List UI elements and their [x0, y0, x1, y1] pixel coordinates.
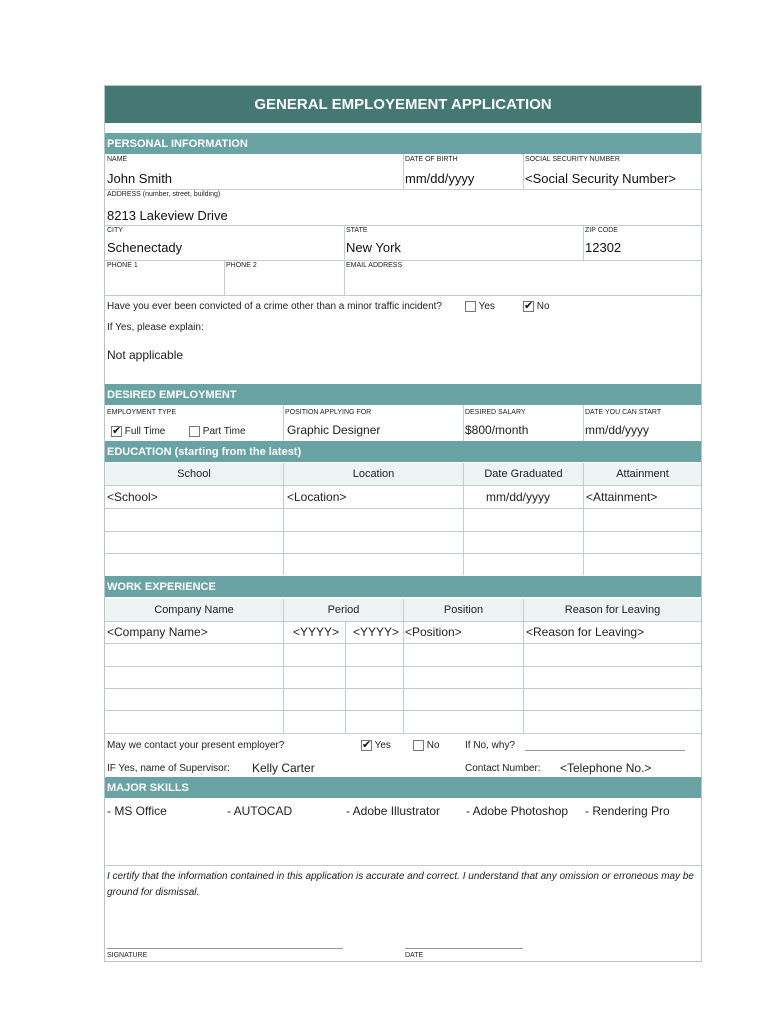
if-no-label: If No, why?: [465, 740, 516, 751]
contact-yes-checkbox[interactable]: [361, 740, 372, 751]
address-field[interactable]: 8213 Lakeview Drive: [107, 208, 228, 223]
work-period-to-cell[interactable]: <YYYY>: [353, 625, 400, 639]
edu-school-cell[interactable]: <School>: [107, 490, 158, 504]
crime-no-option[interactable]: [523, 301, 550, 312]
edu-header-date: Date Graduated: [464, 463, 583, 485]
certify-statement: I certify that the information contained in this application is accurate and correct. I understand that any omission or erroneous may be ground for dismissal.: [107, 871, 694, 898]
state-field[interactable]: New York: [346, 240, 401, 255]
supervisor-field[interactable]: Kelly Carter: [252, 761, 315, 775]
work-header-company: Company Name: [105, 599, 283, 621]
state-label: STATE: [346, 227, 368, 234]
address-label: ADDRESS (number, street, building): [107, 191, 221, 198]
crime-question: Have you ever been convicted of a crime other than a minor traffic incident?: [107, 301, 442, 312]
position-label: POSITION APPLYING FOR: [285, 409, 372, 416]
application-form: [104, 85, 702, 962]
work-period-from-cell[interactable]: <YYYY>: [293, 625, 340, 639]
salary-field[interactable]: $800/month: [465, 423, 529, 437]
start-date-label: DATE YOU CAN START: [585, 409, 662, 416]
dob-label: DATE OF BIRTH: [405, 156, 458, 163]
work-header-period: Period: [284, 599, 403, 621]
contact-number-field[interactable]: <Telephone No.>: [560, 761, 652, 775]
skill-item: - Rendering Pro: [585, 804, 670, 818]
full-time-label: Full Time: [124, 426, 166, 438]
signature-field[interactable]: [107, 948, 343, 949]
edu-header-location: Location: [284, 463, 463, 485]
city-field[interactable]: Schenectady: [107, 240, 183, 255]
position-field[interactable]: Graphic Designer: [287, 423, 381, 437]
supervisor-label: IF Yes, name of Supervisor:: [107, 763, 230, 774]
skill-item: - Adobe Photoshop: [466, 804, 569, 818]
employment-type-label: EMPLOYMENT TYPE: [107, 409, 176, 416]
contact-question: May we contact your present employer?: [107, 740, 285, 751]
name-field[interactable]: John Smith: [107, 171, 173, 186]
contact-no-option[interactable]: [413, 740, 440, 751]
dob-field[interactable]: mm/dd/yyyy: [405, 171, 475, 186]
explain-field[interactable]: Not applicable: [107, 348, 184, 362]
explain-label: If Yes, please explain:: [107, 322, 204, 333]
skill-item: - AUTOCAD: [227, 804, 293, 818]
part-time-label: Part Time: [202, 426, 246, 438]
crime-yes-checkbox[interactable]: [465, 301, 476, 312]
work-position-cell[interactable]: <Position>: [405, 625, 462, 639]
name-label: NAME: [107, 156, 128, 163]
contact-no-label: No: [426, 740, 440, 752]
skill-item: - MS Office: [107, 804, 167, 818]
if-no-field[interactable]: [525, 750, 685, 751]
date-label: DATE: [405, 952, 424, 959]
work-header-reason: Reason for Leaving: [524, 599, 701, 621]
phone2-label: PHONE 2: [226, 262, 257, 269]
contact-yes-option[interactable]: [361, 740, 391, 751]
phone1-label: PHONE 1: [107, 262, 138, 269]
work-header-position: Position: [404, 599, 523, 621]
edu-header-school: School: [105, 463, 283, 485]
edu-location-cell[interactable]: <Location>: [287, 490, 347, 504]
form-title: GENERAL EMPLOYEMENT APPLICATION: [105, 86, 701, 123]
signature-label: SIGNATURE: [107, 952, 148, 959]
part-time-checkbox[interactable]: [189, 426, 200, 437]
part-time-option[interactable]: [189, 426, 246, 437]
education-heading: EDUCATION (starting from the latest): [105, 441, 701, 462]
desired-heading: DESIRED EMPLOYMENT: [105, 384, 701, 405]
work-company-cell[interactable]: <Company Name>: [107, 625, 208, 639]
crime-no-label: No: [536, 301, 550, 313]
zip-label: ZIP CODE: [585, 227, 618, 234]
salary-label: DESIRED SALARY: [465, 409, 526, 416]
contact-no-checkbox[interactable]: [413, 740, 424, 751]
full-time-checkbox[interactable]: [111, 426, 122, 437]
skill-item: - Adobe Illustrator: [346, 804, 441, 818]
crime-no-checkbox[interactable]: [523, 301, 534, 312]
crime-yes-option[interactable]: [465, 301, 495, 312]
personal-info-heading: PERSONAL INFORMATION: [105, 133, 701, 154]
work-reason-cell[interactable]: <Reason for Leaving>: [526, 625, 645, 639]
email-label: EMAIL ADDRESS: [346, 262, 403, 269]
ssn-field[interactable]: <Social Security Number>: [525, 171, 677, 186]
start-date-field[interactable]: mm/dd/yyyy: [585, 423, 650, 437]
zip-field[interactable]: 12302: [585, 240, 622, 255]
edu-header-attainment: Attainment: [584, 463, 701, 485]
contact-yes-label: Yes: [374, 740, 391, 752]
contact-number-label: Contact Number:: [465, 763, 541, 774]
crime-yes-label: Yes: [478, 301, 495, 313]
city-label: CITY: [107, 227, 123, 234]
ssn-label: SOCIAL SECURITY NUMBER: [525, 156, 620, 163]
date-field[interactable]: [405, 948, 523, 949]
skills-heading: MAJOR SKILLS: [105, 777, 701, 798]
edu-attainment-cell[interactable]: <Attainment>: [586, 490, 658, 504]
full-time-option[interactable]: [111, 426, 165, 437]
work-heading: WORK EXPERIENCE: [105, 576, 701, 597]
edu-date-cell[interactable]: mm/dd/yyyy: [486, 490, 551, 504]
